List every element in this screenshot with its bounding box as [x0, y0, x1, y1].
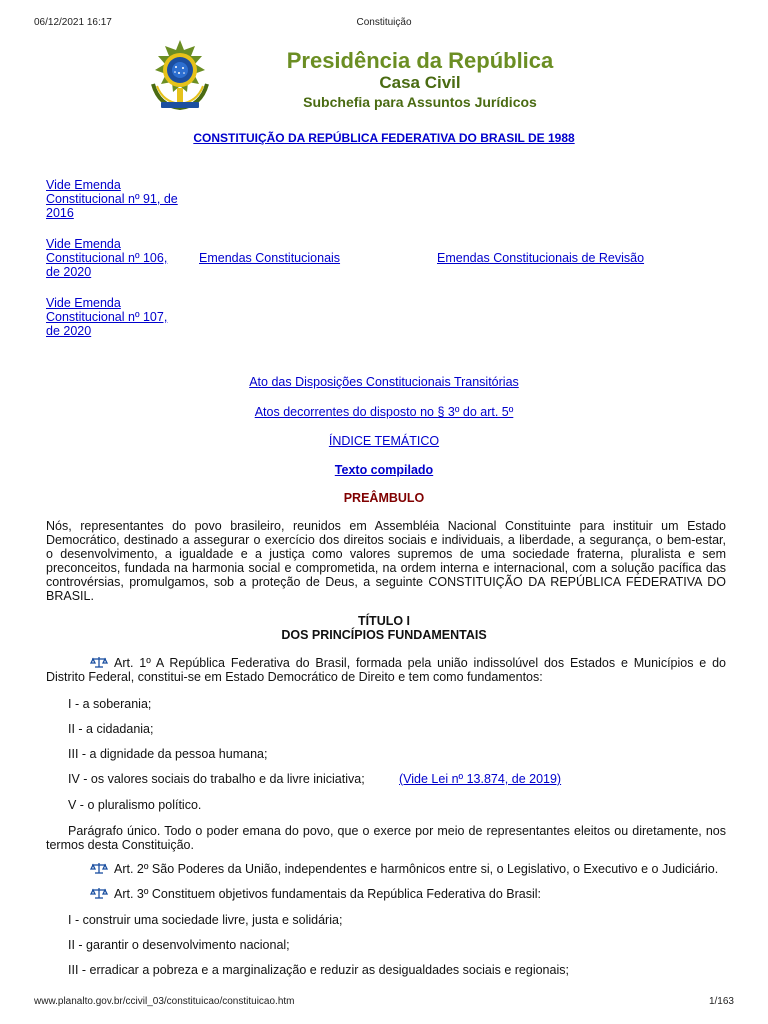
masthead-line3: Subchefia para Assuntos Jurídicos — [303, 94, 537, 110]
print-page-number: 1/163 — [708, 996, 734, 1007]
masthead-line1: Presidência da República — [286, 48, 554, 73]
art3-item: III - erradicar a pobreza e a marginalização e reduzir as desigualdades sociais e regionais; — [68, 963, 569, 977]
vide-link-line[interactable]: Constitucional nº 106, — [46, 251, 168, 265]
preambulo-line: controvérsias, promulgamos, sob a proteção de Deus, a seguinte CONSTITUIÇÃO DA REPÚBLICA FEDERATIVA DO — [46, 575, 726, 589]
vide-link-line[interactable]: Vide Emenda — [46, 296, 121, 310]
preambulo-line: preconceitos, fundada na harmonia social e comprometida, na ordem interna e internacional, com a solução pacífica das — [46, 561, 726, 575]
print-datetime: 06/12/2021 16:17 — [34, 17, 112, 28]
art1-paragrafo-unico — [46, 824, 726, 852]
art1-item: I - a soberania; — [68, 697, 152, 711]
scales-icon[interactable] — [90, 887, 108, 899]
titulo-line2: DOS PRINCÍPIOS FUNDAMENTAIS — [281, 628, 487, 642]
print-url: www.planalto.gov.br/ccivil_03/constituicao/constituicao.htm — [34, 996, 295, 1007]
art3-item: I - construir uma sociedade livre, justa e solidária; — [68, 913, 343, 927]
preambulo-line: Nós, representantes do povo brasileiro, reunidos em Assembléia Nacional Constituinte para instituir um Estado — [46, 519, 726, 533]
preambulo-line: BRASIL. — [46, 589, 94, 603]
vide-link-line[interactable]: Vide Emenda — [46, 178, 121, 192]
vide-emenda-107-link[interactable] — [46, 296, 196, 338]
vide-lei-13874-link[interactable]: (Vide Lei nº 13.874, de 2019) — [399, 772, 562, 786]
texto-compilado-link[interactable]: Texto compilado — [334, 463, 434, 477]
art1-item: II - a cidadania; — [68, 722, 154, 736]
preambulo-line: o desenvolvimento, a igualdade e a justiça como valores supremos de uma sociedade fraterna, pluralista e sem — [46, 547, 726, 561]
vide-emenda-91-link[interactable] — [46, 178, 196, 220]
coat-of-arms-icon — [145, 40, 215, 114]
indice-tematico-link[interactable]: ÍNDICE TEMÁTICO — [328, 434, 440, 448]
atos-decorrentes-link[interactable]: Atos decorrentes do disposto no § 3º do art. 5º — [254, 405, 514, 419]
masthead-line2: Casa Civil — [379, 73, 461, 92]
scales-icon[interactable] — [90, 656, 108, 668]
vide-link-line[interactable]: 2016 — [46, 206, 74, 220]
art3-item: II - garantir o desenvolvimento nacional; — [68, 938, 290, 952]
scales-icon[interactable] — [90, 862, 108, 874]
preambulo-line: Democrático, destinado a assegurar o exercício dos direitos sociais e individuais, a liberdade, a segurança, o bem-estar, — [46, 533, 726, 547]
art1-paragraph — [46, 656, 726, 684]
paragrafo-line: termos desta Constituição. — [46, 838, 194, 852]
titulo-line1: TÍTULO I — [357, 614, 411, 628]
vide-link-line[interactable]: de 2020 — [46, 324, 92, 338]
vide-link-line[interactable]: Constitucional nº 107, — [46, 310, 168, 324]
art2-paragraph — [90, 862, 718, 876]
art1-item: IV - os valores sociais do trabalho e da livre iniciativa; — [68, 772, 365, 786]
art1-item: III - a dignidade da pessoa humana; — [68, 747, 268, 761]
art3-paragraph — [90, 887, 541, 901]
preambulo-heading: PREÂMBULO — [343, 491, 425, 505]
emendas-constitucionais-link[interactable]: Emendas Constitucionais — [199, 251, 341, 265]
art3-head: Art. 3º Constituem objetivos fundamentais da República Federativa do Brasil: — [114, 887, 542, 901]
print-title: Constituição — [356, 17, 412, 28]
art1-line: Distrito Federal, constitui-se em Estado Democrático de Direito e tem como fundamentos: — [46, 670, 543, 684]
paragrafo-line: Parágrafo único. Todo o poder emana do povo, que o exerce por meio de representantes eleitos ou diretamente, nos — [68, 824, 726, 838]
doc-title-link[interactable]: CONSTITUIÇÃO DA REPÚBLICA FEDERATIVA DO BRASIL DE 1988 — [193, 131, 575, 145]
preambulo-text — [46, 519, 726, 603]
art1-line: Art. 1º A República Federativa do Brasil, formada pela união indissolúvel dos Estados e Municípios e do — [114, 656, 726, 670]
vide-link-line[interactable]: Vide Emenda — [46, 237, 121, 251]
emendas-revisao-link[interactable]: Emendas Constitucionais de Revisão — [437, 251, 645, 265]
vide-link-line[interactable]: Constitucional nº 91, de — [46, 192, 178, 206]
adct-link[interactable]: Ato das Disposições Constitucionais Transitórias — [249, 375, 519, 389]
vide-link-line[interactable]: de 2020 — [46, 265, 92, 279]
vide-emenda-106-link[interactable] — [46, 237, 196, 279]
art2-text: Art. 2º São Poderes da União, independentes e harmônicos entre si, o Legislativo, o Executivo e o Judiciário. — [114, 862, 719, 876]
art1-item: V - o pluralismo político. — [68, 798, 202, 812]
